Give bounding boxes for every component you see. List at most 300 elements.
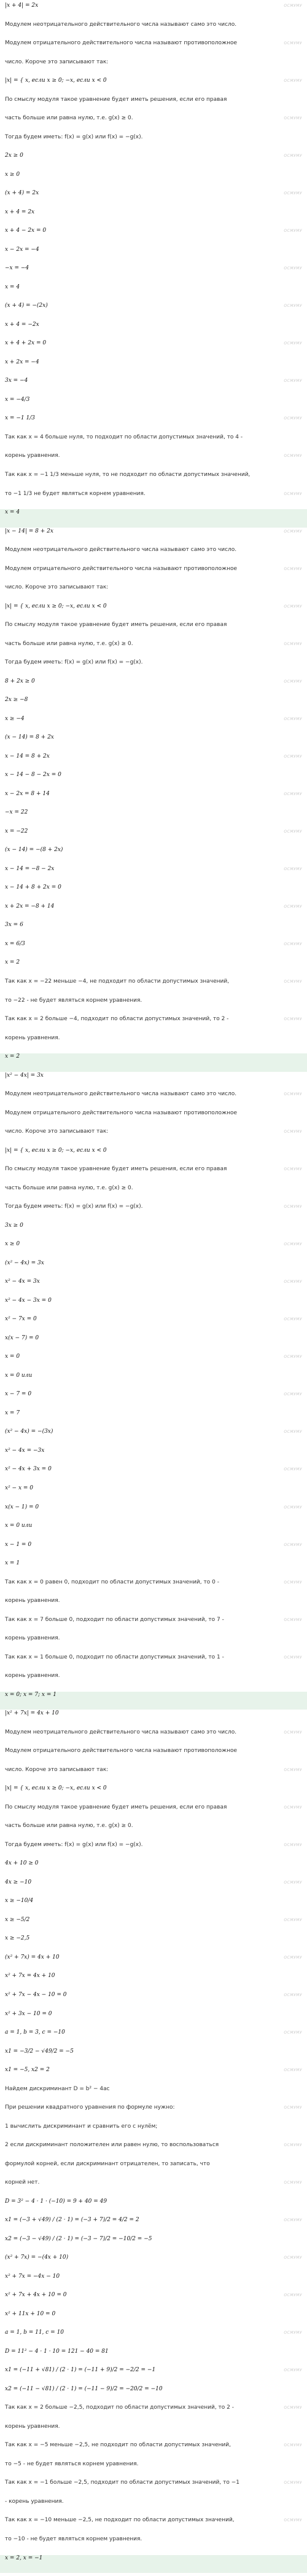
watermark: ОСМУМУ	[284, 641, 302, 646]
line-text: то −10 - не будет являться корнем уравнения.	[5, 2536, 142, 2542]
line-text: часть больше или равна нулю, т.е. g(x) ≥ 0.	[5, 115, 133, 122]
line-text: 1 вычислить дискриминант и сравнить его с нулём;	[5, 2123, 158, 2130]
watermark: ОСМУМУ	[284, 2368, 302, 2373]
text-line	[5, 472, 302, 490]
math-line	[5, 2198, 302, 2217]
math-line	[5, 1466, 302, 1484]
line-text: x1 = −3/2 − √49/2 = −5	[5, 2048, 74, 2055]
text-line	[5, 1016, 302, 1034]
watermark: ОСМУМУ	[284, 154, 302, 159]
line-text: x² − 7x = 0	[5, 1316, 37, 1323]
line-text: По смыслу модуля такое уравнение будет иметь решения, если его правая	[5, 1166, 227, 1173]
line-text: Модулем неотрицательного действительного числа называют само это число.	[5, 547, 237, 553]
math-line	[5, 2236, 302, 2254]
line-text: то −22 - не будет являться корнем уравнения.	[5, 997, 142, 1004]
math-line	[5, 1542, 302, 1560]
math-line	[5, 1992, 302, 2010]
text-line	[5, 641, 302, 659]
line-text: корень уравнения.	[5, 2423, 60, 2430]
line-text: Так как x = −22 меньше −4, не подходит по области допустимых значений,	[5, 978, 230, 985]
math-line	[5, 2273, 302, 2292]
line-text: x = 4	[5, 283, 20, 290]
math-line	[5, 2348, 302, 2367]
line-text: Тогда будем иметь: f(x) = g(x) или f(x) = −g(x).	[5, 659, 143, 666]
watermark: ОСМУМУ	[284, 941, 302, 946]
text-line	[5, 491, 302, 509]
watermark: ОСМУМУ	[284, 1280, 302, 1285]
watermark: ОСМУМУ	[284, 1130, 302, 1135]
watermark: ОСМУМУ	[284, 191, 302, 196]
line-text: корень уравнения.	[5, 1034, 60, 1041]
line-text: x = −4/3	[5, 396, 30, 403]
watermark: ОСМУМУ	[284, 2331, 302, 2336]
line-text: корень уравнения.	[5, 1635, 60, 1642]
watermark: ОСМУМУ	[284, 979, 302, 984]
text-line	[5, 2161, 302, 2179]
line-text: x + 4 = −2x	[5, 321, 39, 328]
text-line	[5, 1823, 302, 1841]
math-line	[5, 2329, 302, 2348]
text-line	[5, 2423, 302, 2442]
math-line	[5, 1429, 302, 1447]
math-line	[5, 2217, 302, 2235]
line-text: |x| = { x, если x ≥ 0; −x, если x < 0	[5, 1147, 107, 1154]
text-line	[5, 1617, 302, 1635]
line-text: то −5 - не будет являться корнем уравнения.	[5, 2460, 139, 2467]
line-text: Модулем неотрицательного действительного числа называют само это число.	[5, 1729, 237, 1735]
math-line	[5, 378, 302, 396]
line-text: x = 1	[5, 1560, 20, 1566]
watermark: ОСМУМУ	[284, 1917, 302, 1922]
line-text: x + 2x = −4	[5, 359, 39, 365]
line-text: 3x ≥ 0	[5, 1222, 23, 1229]
line-text: 4x + 10 ≥ 0	[5, 1860, 39, 1867]
watermark: ОСМУМУ	[284, 454, 302, 459]
math-line	[5, 1316, 302, 1334]
line-text: x ≥ −10/4	[5, 1898, 34, 1904]
math-line	[5, 697, 302, 715]
text-line	[5, 134, 302, 153]
math-line	[5, 1448, 302, 1466]
watermark: ОСМУМУ	[284, 529, 302, 534]
line-text: часть больше или равна нулю, т.е. g(x) ≥ 0.	[5, 640, 133, 647]
text-line	[5, 40, 302, 58]
line-text: Модулем неотрицательного действительного числа называют само это число.	[5, 21, 237, 28]
line-text: x² + 7x + 4x + 10 = 0	[5, 2292, 67, 2299]
answer-line	[0, 2555, 307, 2574]
watermark: ОСМУМУ	[284, 2031, 302, 2035]
line-text: x = −22	[5, 828, 28, 834]
math-line	[5, 1353, 302, 1372]
line-text: Модулем отрицательного действительного числа называют противоположное	[5, 565, 238, 572]
math-line	[5, 153, 302, 171]
line-text: x = 7	[5, 1409, 20, 1416]
line-text: 2 если дискриминант положителен или равен нулю, то воспользоваться	[5, 2142, 219, 2149]
math-line	[5, 528, 302, 547]
watermark: ОСМУМУ	[284, 1017, 302, 1021]
text-line	[5, 1635, 302, 1654]
math-line	[5, 77, 302, 96]
watermark: ОСМУМУ	[284, 1880, 302, 1885]
line-text: Так как x = −1 больше −2,5, подходит по области допустимых значений, то −1	[5, 2479, 239, 2486]
text-line	[5, 2104, 302, 2123]
text-line	[5, 1654, 302, 1673]
text-line	[5, 1842, 302, 1860]
line-text: x − 7 = 0	[5, 1391, 32, 1398]
math-line	[5, 716, 302, 734]
text-line	[5, 1035, 302, 1053]
text-line	[5, 1185, 302, 1203]
text-line	[5, 2086, 302, 2104]
line-text: то −1 1/3 не будет являться корнем уравнения.	[5, 490, 146, 497]
math-line	[5, 209, 302, 228]
line-text: |x + 4| = 2x	[5, 2, 39, 9]
line-text: |x| = { x, если x ≥ 0; −x, если x < 0	[5, 603, 107, 609]
math-line	[5, 228, 302, 246]
text-line	[5, 584, 302, 603]
watermark: ОСМУМУ	[284, 829, 302, 834]
text-line	[5, 1203, 302, 1222]
line-text: |x| = { x, если x ≥ 0; −x, если x < 0	[5, 77, 107, 84]
math-line	[5, 1973, 302, 1991]
line-text: При решении квадратного уравнения по формуле нужно:	[5, 2104, 175, 2110]
line-text: Найдем дискриминант D = b² − 4ac	[5, 2085, 110, 2092]
watermark: ОСМУМУ	[284, 716, 302, 721]
line-text: |x² + 7x| = 4x + 10	[5, 1710, 59, 1717]
watermark: ОСМУМУ	[284, 341, 302, 346]
watermark: ОСМУМУ	[284, 1467, 302, 1472]
line-text: x = 4	[5, 509, 20, 515]
line-text: x − 1 = 0	[5, 1541, 32, 1548]
math-line	[5, 941, 302, 959]
math-line	[5, 2292, 302, 2310]
line-text: корень уравнения.	[5, 1598, 60, 1604]
watermark: ОСМУМУ	[284, 1617, 302, 1622]
line-text: |x − 14| = 8 + 2x	[5, 528, 53, 534]
math-line	[5, 2311, 302, 2329]
line-text: x ≥ 0	[5, 1241, 20, 1248]
line-text: x = 2	[5, 1053, 20, 1060]
math-line	[5, 1485, 302, 1504]
line-text: 3x = −4	[5, 378, 28, 384]
math-line	[5, 190, 302, 208]
math-line	[5, 1935, 302, 1954]
line-text: Тогда будем иметь: f(x) = g(x) или f(x) = −g(x).	[5, 1841, 143, 1848]
watermark: ОСМУМУ	[284, 2481, 302, 2486]
math-line	[5, 359, 302, 378]
line-text: x ≥ −2,5	[5, 1935, 30, 1942]
watermark: ОСМУМУ	[284, 1767, 302, 1772]
math-line	[5, 247, 302, 265]
line-text: Так как x = −10 меньше −2,5, не подходит по области допустимых значений,	[5, 2517, 235, 2524]
watermark: ОСМУМУ	[284, 754, 302, 759]
math-line	[5, 322, 302, 340]
math-line	[5, 772, 302, 790]
line-text: x² + 7x = 4x + 10	[5, 1973, 55, 1980]
text-line	[5, 97, 302, 115]
text-line	[5, 1804, 302, 1823]
line-text: x2 = (−11 − √81) / (2 · 1) = (−11 − 9)/2 = −20/2 = −10	[5, 2385, 163, 2392]
text-line	[5, 2479, 302, 2498]
math-line	[5, 603, 302, 622]
line-text: x = 0; x = 7; x = 1	[5, 1691, 56, 1698]
line-text: 3x = 6	[5, 922, 23, 929]
answer-line	[0, 1692, 307, 1710]
line-text: x − 14 + 8 + 2x = 0	[5, 884, 61, 891]
line-text: Тогда будем иметь: f(x) = g(x) или f(x) = −g(x).	[5, 133, 143, 140]
line-text: Так как x = 2 больше −2,5, подходит по области допустимых значений, то 2 -	[5, 2404, 235, 2411]
watermark: ОСМУМУ	[284, 2406, 302, 2411]
math-line	[5, 1560, 302, 1579]
watermark: ОСМУМУ	[284, 1805, 302, 1810]
text-line	[5, 1673, 302, 1691]
line-text: Так как x = 1 больше 0, подходит по области допустимых значений, то 1 -	[5, 1654, 224, 1660]
line-text: Так как x = 7 больше 0, подходит по области допустимых значений, то 7 -	[5, 1616, 224, 1623]
line-text: Модулем отрицательного действительного числа называют противоположное	[5, 40, 238, 46]
line-text: Так как x = 2 больше −4, подходит по области допустимых значений, то 2 -	[5, 1016, 229, 1022]
line-text: −x = −4	[5, 265, 29, 272]
text-line	[5, 2404, 302, 2423]
math-line	[5, 1298, 302, 1316]
watermark: ОСМУМУ	[284, 1242, 302, 1247]
line-text: корень уравнения.	[5, 1673, 60, 1679]
line-text: x(x − 7) = 0	[5, 1334, 39, 1341]
math-line	[5, 903, 302, 922]
line-text: 2x ≥ −8	[5, 697, 28, 703]
line-text: Так как x = 4 больше нуля, то подходит по области допустимых значений, то 4 -	[5, 434, 243, 440]
line-text: число. Короче это записывают так:	[5, 1766, 109, 1773]
line-text: Тогда будем иметь: f(x) = g(x) или f(x) = −g(x).	[5, 1203, 143, 1210]
line-text: x − 14 = −8 − 2x	[5, 865, 55, 872]
line-text: (x² + 7x) = 4x + 10	[5, 1954, 60, 1960]
text-line	[5, 1748, 302, 1766]
math-line	[5, 1860, 302, 1879]
watermark: ОСМУМУ	[284, 1430, 302, 1435]
text-line	[5, 1729, 302, 1748]
line-text: x(x − 1) = 0	[5, 1504, 39, 1510]
line-text: По смыслу модуля такое уравнение будет иметь решения, если его правая	[5, 1804, 227, 1810]
line-text: x − 2x = 8 + 14	[5, 790, 50, 797]
line-text: x = 6/3	[5, 940, 25, 947]
text-line	[5, 2536, 302, 2554]
line-text: x1 = −5, x2 = 2	[5, 2067, 50, 2073]
math-line	[5, 1898, 302, 1916]
line-text: (x² − 4x) = −(3x)	[5, 1429, 53, 1435]
math-line	[5, 1241, 302, 1259]
math-line	[5, 1504, 302, 1523]
line-text: x² + 11x + 10 = 0	[5, 2310, 56, 2317]
line-text: По смыслу модуля такое уравнение будет иметь решения, если его правая	[5, 96, 227, 103]
line-text: 4x ≥ −10	[5, 1879, 32, 1885]
watermark: ОСМУМУ	[284, 604, 302, 609]
line-text: x ≥ −5/2	[5, 1916, 30, 1923]
watermark: ОСМУМУ	[284, 1992, 302, 1997]
watermark: ОСМУМУ	[284, 1167, 302, 1172]
watermark: ОСМУМУ	[284, 1655, 302, 1660]
line-text: x² − 4x + 3x = 0	[5, 1466, 52, 1473]
math-line	[5, 959, 302, 978]
math-line	[5, 1785, 302, 1804]
watermark: ОСМУМУ	[284, 866, 302, 871]
watermark: ОСМУМУ	[284, 4, 302, 8]
line-text: x = 0 или	[5, 1372, 33, 1379]
line-text: x ≥ 0	[5, 171, 20, 178]
line-text: D = 3² − 4 · 1 · (−10) = 9 + 40 = 49	[5, 2198, 107, 2205]
text-line	[5, 59, 302, 77]
line-text: D = 11² − 4 · 1 · 10 = 121 − 40 = 81	[5, 2348, 109, 2355]
math-line	[5, 303, 302, 321]
math-line	[5, 884, 302, 903]
watermark: ОСМУМУ	[284, 491, 302, 496]
line-text: x1 = (−3 + √49) / (2 · 1) = (−3 + 7)/2 = 4/2 = 2	[5, 2217, 139, 2224]
math-line	[5, 1147, 302, 1166]
line-text: Модулем отрицательного действительного числа называют противоположное	[5, 1748, 238, 1754]
math-line	[5, 734, 302, 753]
text-line	[5, 659, 302, 678]
math-line	[5, 1391, 302, 1409]
math-line	[5, 1410, 302, 1429]
math-line	[5, 922, 302, 940]
watermark: ОСМУМУ	[284, 116, 302, 121]
text-line	[5, 978, 302, 997]
line-text: x = 2, x = −1	[5, 2554, 43, 2561]
text-line	[5, 22, 302, 40]
line-text: Модулем неотрицательного действительного числа называют само это число.	[5, 1091, 237, 1098]
math-line	[5, 1335, 302, 1353]
watermark: ОСМУМУ	[284, 1392, 302, 1397]
watermark: ОСМУМУ	[284, 2518, 302, 2523]
line-text: |x² − 4x| = 3x	[5, 1072, 44, 1079]
math-line	[5, 791, 302, 809]
text-line	[5, 434, 302, 453]
line-text: x + 4 + 2x = 0	[5, 340, 47, 347]
line-text: x² + 7x − 4x − 10 = 0	[5, 1991, 67, 1998]
watermark: ОСМУМУ	[284, 566, 302, 571]
watermark: ОСМУМУ	[284, 1842, 302, 1847]
line-text: x = 0 или	[5, 1523, 33, 1529]
watermark: ОСМУМУ	[284, 2106, 302, 2110]
math-line	[5, 284, 302, 303]
math-line	[5, 2254, 302, 2273]
line-text: 2x ≥ 0	[5, 153, 23, 159]
watermark: ОСМУМУ	[284, 2181, 302, 2186]
watermark: ОСМУМУ	[284, 2218, 302, 2223]
math-line	[5, 2386, 302, 2404]
text-line	[5, 1166, 302, 1184]
math-line	[5, 1523, 302, 1541]
line-text: (x² − 4x) = 3x	[5, 1259, 44, 1266]
line-text: x² − 4x = −3x	[5, 1447, 45, 1454]
math-line	[5, 1917, 302, 1935]
text-line	[5, 2142, 302, 2160]
text-line	[5, 622, 302, 640]
line-text: x ≥ −4	[5, 715, 25, 722]
line-text: Так как x = −5 меньше −2,5, не подходит по области допустимых значений,	[5, 2442, 231, 2449]
line-text: |x| = { x, если x ≥ 0; −x, если x < 0	[5, 1785, 107, 1792]
text-line	[5, 547, 302, 565]
line-text: 8 + 2x ≥ 0	[5, 678, 35, 684]
line-text: x = −1 1/3	[5, 415, 35, 422]
answer-line	[0, 1053, 307, 1072]
text-line	[5, 1579, 302, 1598]
watermark: ОСМУМУ	[284, 416, 302, 421]
line-text: число. Короче это записывают так:	[5, 58, 109, 65]
math-line	[5, 2, 302, 21]
line-text: x² − 4x = 3x	[5, 1278, 40, 1285]
math-line	[5, 753, 302, 772]
math-line	[5, 1278, 302, 1297]
line-text: x² − x = 0	[5, 1484, 34, 1491]
math-line	[5, 2029, 302, 2048]
watermark: ОСМУМУ	[284, 1580, 302, 1585]
watermark: ОСМУМУ	[284, 41, 302, 46]
watermark: ОСМУМУ	[284, 79, 302, 84]
text-line	[5, 2517, 302, 2535]
line-text: x + 2x = −8 + 14	[5, 903, 55, 910]
watermark: ОСМУМУ	[284, 1317, 302, 1322]
line-text: - корень уравнения.	[5, 2498, 64, 2505]
text-line	[5, 997, 302, 1016]
line-text: x = 2	[5, 959, 20, 966]
math-line	[5, 847, 302, 865]
line-text: x + 4 − 2x = 0	[5, 228, 47, 234]
math-line	[5, 1954, 302, 1973]
watermark: ОСМУМУ	[284, 2443, 302, 2448]
watermark: ОСМУМУ	[284, 1505, 302, 1510]
math-line	[5, 2067, 302, 2085]
math-line	[5, 340, 302, 359]
watermark: ОСМУМУ	[284, 904, 302, 909]
line-text: корень уравнения.	[5, 453, 60, 459]
math-line	[5, 2048, 302, 2067]
watermark: ОСМУМУ	[284, 2143, 302, 2148]
text-line	[5, 2179, 302, 2198]
math-line	[5, 1879, 302, 1898]
line-text: часть больше или равна нулю, т.е. g(x) ≥ 0.	[5, 1184, 133, 1191]
math-line	[5, 809, 302, 828]
math-line	[5, 1072, 302, 1091]
answer-line	[0, 509, 307, 528]
line-text: (x − 14) = 8 + 2x	[5, 734, 54, 741]
line-text: x + 4 = 2x	[5, 208, 35, 215]
math-line	[5, 397, 302, 415]
math-line	[5, 678, 302, 697]
line-text: По смыслу модуля такое уравнение будет иметь решения, если его правая	[5, 622, 227, 628]
watermark: ОСМУМУ	[284, 1542, 302, 1547]
watermark: ОСМУМУ	[284, 229, 302, 234]
line-text: (x − 14) = −(8 + 2x)	[5, 847, 63, 854]
math-line	[5, 1710, 302, 1729]
line-text: число. Короче это записывают так:	[5, 1128, 109, 1135]
math-line	[5, 866, 302, 884]
math-line	[5, 828, 302, 847]
text-line	[5, 1110, 302, 1128]
math-line	[5, 2367, 302, 2385]
math-line	[5, 172, 302, 190]
text-line	[5, 2461, 302, 2479]
watermark: ОСМУМУ	[284, 304, 302, 309]
line-text: число. Короче это записывают так:	[5, 584, 109, 591]
watermark: ОСМУМУ	[284, 791, 302, 796]
watermark: ОСМУМУ	[284, 1355, 302, 1360]
math-line	[5, 415, 302, 434]
math-line	[5, 265, 302, 283]
line-text: x2 = (−3 − √49) / (2 · 1) = (−3 − 7)/2 = −10/2 = −5	[5, 2235, 152, 2242]
watermark: ОСМУМУ	[284, 2068, 302, 2072]
text-line	[5, 115, 302, 133]
line-text: Так как x = −1 1/3 меньше нуля, то не подходит по области допустимых значений,	[5, 472, 251, 478]
line-text: x1 = (−11 + √81) / (2 · 1) = (−11 + 9)/2 = −2/2 = −1	[5, 2367, 156, 2374]
